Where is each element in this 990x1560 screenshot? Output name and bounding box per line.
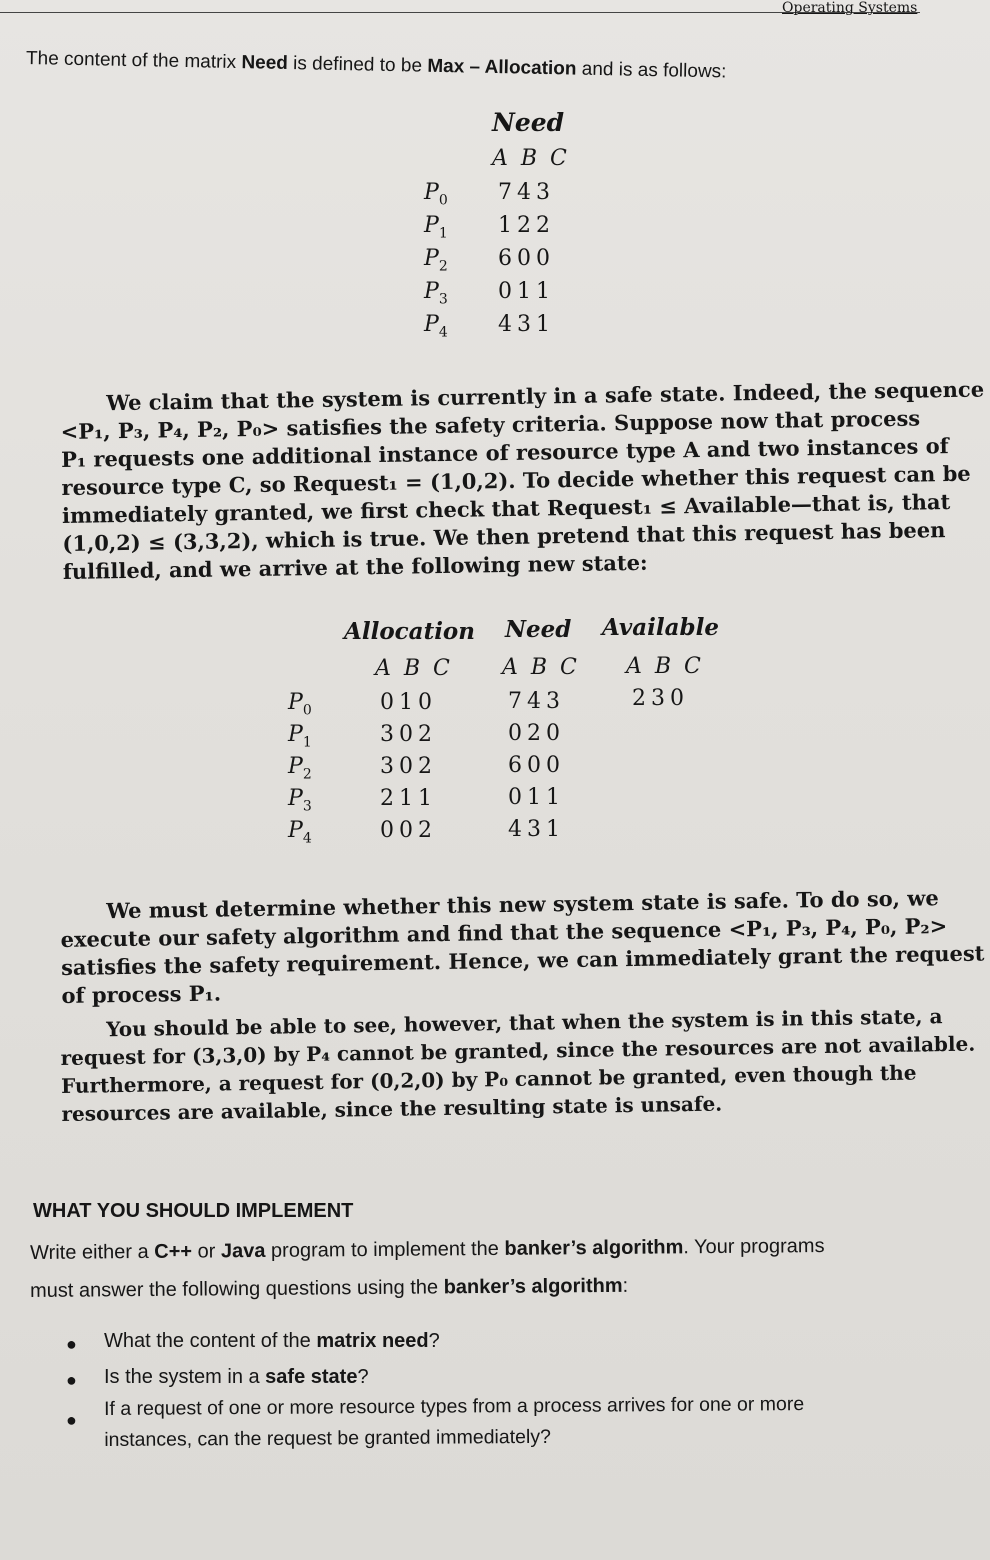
allocation-abc-header: A B C (375, 656, 453, 681)
allocation-cell: 010 (380, 690, 437, 715)
need-row-value: 600 (498, 246, 555, 271)
available-title: Available (602, 614, 720, 641)
para-line: P₁ requests one additional instance of resource type A and two instances of (60, 433, 949, 472)
implement-line-2: must answer the following questions using the banker’s algorithm: (30, 1274, 629, 1302)
intro-mid: is defined to be (287, 53, 428, 77)
available-abc-header: A B C (626, 654, 704, 679)
implement-line-1: Write either a C++ or Java program to implement the banker’s algorithm. Your programs (30, 1235, 825, 1264)
paragraph-requests (60, 1002, 976, 1128)
need-row-label: $P_0$ (424, 180, 448, 209)
need-row-value: 011 (498, 279, 555, 304)
para-line: resource type C, so Request₁ = (1,0,2). To decide whether this request can be (61, 460, 971, 500)
available-value: 230 (632, 686, 689, 711)
need-cell: 600 (508, 753, 565, 778)
state-row-label: $P_0$ (288, 690, 312, 719)
need-row-label: $P_1$ (424, 213, 448, 242)
need-table-header: A B C (492, 146, 570, 171)
para-line: immediately granted, we first check that Request₁ ≤ Available—that is, that (61, 489, 951, 528)
para-line: of process P₁. (61, 980, 222, 1008)
intro-sentence (26, 48, 727, 83)
para-line: <P₁, P₃, P₄, P₂, P₀> satisfies the safety criteria. Suppose now that process (60, 405, 921, 444)
allocation-cell: 211 (380, 786, 437, 811)
bullet-safe-state: Is the system in a safe state? (104, 1366, 369, 1388)
para-line: You should be able to see, however, that when the system is in this state, a (106, 1004, 943, 1042)
need-row-value: 122 (498, 213, 555, 238)
state-row-label: $P_2$ (288, 754, 312, 783)
need-row-value: 431 (498, 312, 555, 337)
paragraph-new-state (60, 883, 985, 1009)
need-cell: 743 (508, 689, 565, 714)
intro-prefix: The content of the matrix (25, 48, 242, 74)
para-line: resources are available, since the resulting state is unsafe. (61, 1091, 723, 1126)
need-cell: 431 (508, 817, 565, 842)
para-line: satisfies the safety requirement. Hence, we can immediately grant the request (60, 940, 985, 980)
need-row-label: $P_3$ (424, 279, 448, 308)
bullet-icon: ● (66, 1410, 77, 1430)
bullet-matrix-need: What the content of the matrix need? (104, 1330, 440, 1352)
para-line: execute our safety algorithm and find that the sequence <P₁, P₃, P₄, P₀, P₂> (60, 913, 948, 952)
para-line: request for (3,3,0) by P₄ cannot be granted, since the resources are not available. (60, 1031, 976, 1070)
para-line: (1,0,2) ≤ (3,3,2), which is true. We then pretend that this request has been (62, 517, 946, 556)
implement-heading: WHAT YOU SHOULD IMPLEMENT (33, 1200, 354, 1222)
para-line: fulfilled, and we arrive at the following new state: (62, 549, 648, 584)
para-line: We claim that the system is currently in a safe state. Indeed, the sequence (106, 376, 985, 416)
intro-need: Need (241, 52, 289, 75)
need-table-title: Need (492, 108, 565, 137)
para-line: We must determine whether this new system state is safe. To do so, we (106, 885, 939, 924)
running-head: Operating Systems (782, 0, 918, 16)
state-row-label: $P_3$ (288, 786, 312, 815)
need-row-value: 743 (498, 180, 555, 205)
allocation-cell: 302 (380, 754, 437, 779)
need-cell: 011 (508, 785, 565, 810)
allocation-title: Allocation (344, 618, 475, 645)
para-line: Furthermore, a request for (0,2,0) by P₀ cannot be granted, even though the (60, 1060, 917, 1098)
intro-suffix: and is as follows: (576, 58, 727, 83)
allocation-cell: 302 (380, 722, 437, 747)
state-row-label: $P_4$ (288, 818, 312, 847)
allocation-cell: 002 (380, 818, 437, 843)
bullet-icon: ● (66, 1370, 77, 1390)
need-cell: 020 (508, 721, 565, 746)
intro-formula: Max – Allocation (427, 55, 577, 80)
need-row-label: $P_4$ (424, 312, 448, 341)
bullet-request-granted: If a request of one or more resource types from a process arrives for one or more instances, can the request be granted immediately? (104, 1393, 805, 1451)
need-title: Need (505, 616, 572, 643)
need-abc-header: A B C (502, 655, 580, 680)
paragraph-safe-state (60, 375, 987, 585)
state-row-label: $P_1$ (288, 722, 312, 751)
bullet-icon: ● (66, 1334, 77, 1354)
need-row-label: $P_2$ (424, 246, 448, 275)
